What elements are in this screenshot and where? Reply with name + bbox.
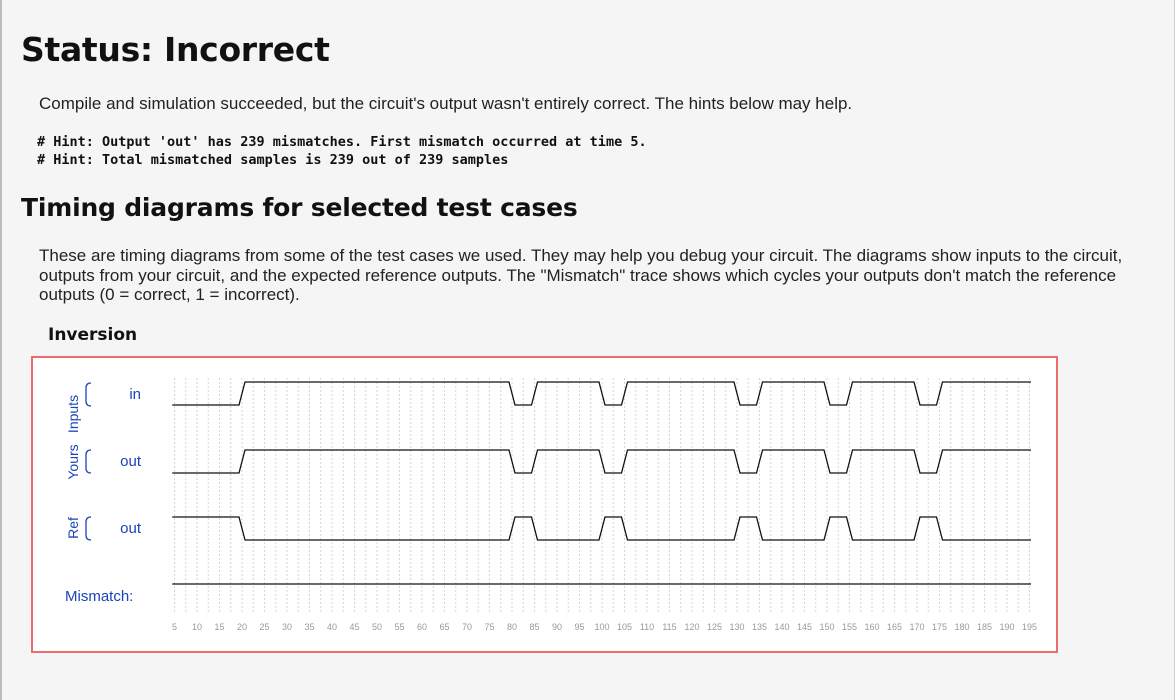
tick-label: 105	[616, 622, 633, 632]
group-label-yours: Yours	[65, 444, 81, 480]
tick-label: 75	[484, 622, 495, 632]
tick-label: 10	[191, 622, 203, 632]
tick-label: 185	[976, 622, 993, 632]
tick-label: 50	[371, 622, 383, 632]
tick-label: 175	[931, 622, 948, 632]
bracket-icon	[86, 450, 91, 473]
tick-label: 40	[326, 622, 338, 632]
tick-label: 80	[506, 622, 518, 632]
window-left-border	[0, 0, 2, 700]
tick-label: 130	[729, 622, 745, 632]
tick-label: 150	[819, 622, 835, 632]
tick-label: 120	[684, 622, 700, 632]
tick-label: 180	[954, 622, 970, 632]
hint-line: # Hint: Total mismatched samples is 239 out of 239 samples	[37, 152, 509, 168]
tick-label: 90	[551, 622, 563, 632]
tick-label: 170	[909, 622, 925, 632]
tick-label: 135	[751, 622, 768, 632]
tick-label: 125	[706, 622, 723, 632]
tick-label: 25	[259, 622, 270, 632]
signal-label-yours-out: out	[120, 453, 141, 470]
tick-label: 95	[574, 622, 585, 632]
tick-label: 110	[639, 622, 655, 632]
status-summary: Compile and simulation succeeded, but the circuit's output wasn't entirely correct. The hints below may help.	[39, 94, 853, 113]
tick-label: 20	[236, 622, 248, 632]
signal-label-in: in	[129, 386, 141, 403]
tick-label: 70	[461, 622, 473, 632]
tick-label: 15	[214, 622, 225, 632]
tick-label: 165	[886, 622, 903, 632]
tick-label: 100	[594, 622, 610, 632]
status-title: Status: Incorrect	[21, 30, 330, 69]
timing-description: These are timing diagrams from some of the test cases we used. They may help you debug your circuit. The diagrams show inputs to the circuit, outputs from your circuit, and the expected reference outputs. The "Mismatch" trace shows which cycles your outputs don't match the reference outputs (0 = correct, 1 = incorrect).	[39, 246, 1123, 304]
tick-label: 145	[796, 622, 813, 632]
tick-label: 5	[171, 622, 178, 632]
bracket-icon	[86, 383, 91, 406]
bracket-icon	[86, 517, 91, 540]
hint-line: # Hint: Output 'out' has 239 mismatches. First mismatch occurred at time 5.	[37, 134, 647, 150]
tick-label: 85	[529, 622, 540, 632]
trace-yours-out	[172, 450, 1031, 473]
tick-label: 155	[841, 622, 858, 632]
tick-label: 35	[304, 622, 315, 632]
tick-label: 60	[416, 622, 428, 632]
tick-label: 65	[439, 622, 450, 632]
time-axis	[172, 622, 1037, 632]
group-label-ref: Ref	[65, 517, 81, 539]
tick-label: 190	[999, 622, 1015, 632]
hints-block	[37, 133, 647, 169]
timing-heading: Timing diagrams for selected test cases	[21, 193, 578, 222]
signal-label-ref-out: out	[120, 520, 141, 537]
tick-label: 195	[1021, 622, 1038, 632]
tick-label: 160	[864, 622, 880, 632]
tick-label: 55	[394, 622, 405, 632]
testcase-title: Inversion	[48, 325, 138, 345]
group-label-inputs: Inputs	[65, 394, 81, 434]
mismatch-label: Mismatch:	[65, 588, 134, 605]
tick-label: 140	[774, 622, 790, 632]
tick-label: 45	[349, 622, 360, 632]
trace-ref-out	[172, 517, 1031, 540]
trace-in	[172, 382, 1031, 405]
tick-label: 30	[281, 622, 293, 632]
timing-diagram-svg	[31, 356, 1058, 653]
timing-diagram	[31, 356, 1058, 653]
tick-label: 115	[662, 622, 677, 632]
time-gridlines	[175, 378, 1030, 614]
